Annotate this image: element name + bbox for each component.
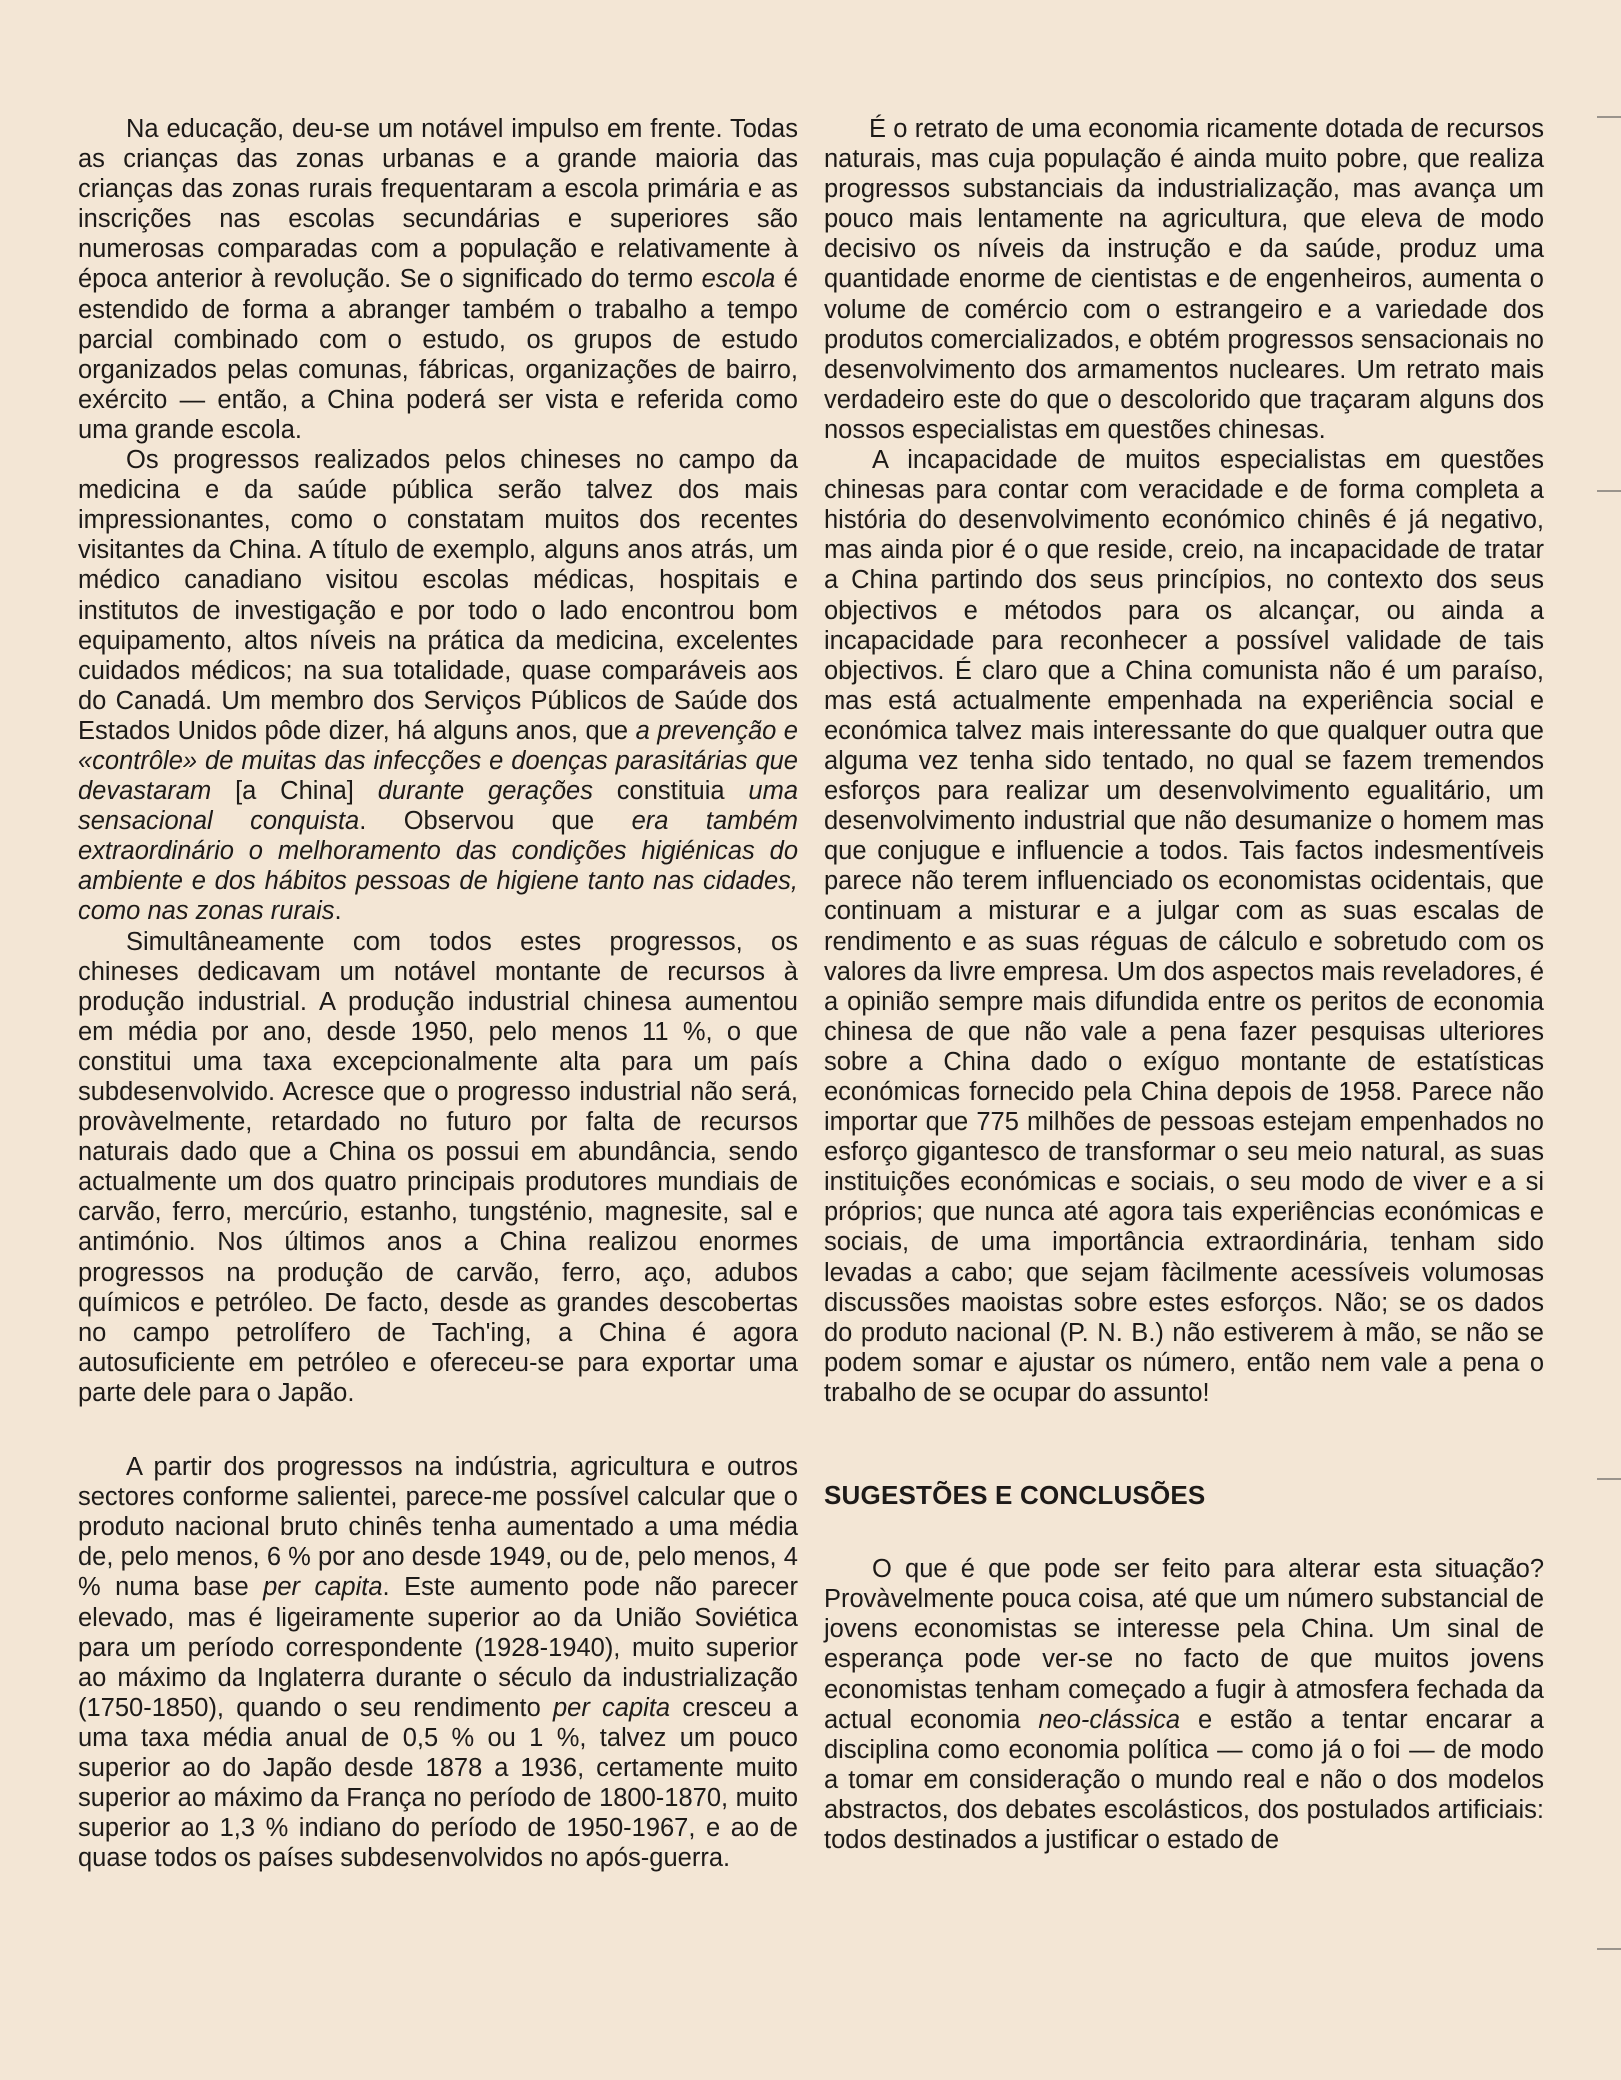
page-edge-mark	[1597, 1478, 1621, 1480]
page-edge-mark	[1597, 1948, 1621, 1950]
paragraph-portrait: É o retrato de uma economia ricamente dotada de recursos naturais, mas cuja população é ainda muito pobre, que realiza progressos substanciais da industrialização, mas avança um pouco mais lentamente na agricultura, que eleva de modo decisivo os níveis da instrução e da saúde, produz uma quantidade enorme de cientistas e de engenheiros, aumenta o volume de comércio com o estrangeiro e a variedade dos produtos comercializados, e obtém progressos sensacionais no desenvolvimento dos armamentos nucleares. Um retrato mais verdadeiro este do que o descolorido que traçaram alguns dos nossos especialistas em questões chinesas.	[824, 115, 1544, 444]
paragraph-suggestions: O que é que pode ser feito para alterar esta situação? Provàvelmente pouca coisa, até que um número substancial de jovens economistas se interesse pela China. Um sinal de esperança pode ver-se no facto de que muitos jovens economistas tenham começado a fugir à atmosfera fechada da actual economia neo-clássica e estão a tentar encarar a disciplina como economia política — como já o foi — de modo a tomar em consideração o mundo real e não o dos modelos abstractos, dos debates escolásticos, dos postulados artificiais: todos destinados a justificar o estado de	[824, 1555, 1544, 1854]
section-heading: SUGESTÕES E CONCLUSÕES	[824, 1480, 1206, 1511]
paragraph-health: Os progressos realizados pelos chineses no campo da medicina e da saúde pública serão talvez dos mais impressionantes, como o constatam muitos dos recentes visitantes da China. A título de exemplo, alguns anos atrás, um médico canadiano visitou escolas médicas, hospitais e institutos de investigação e por todo o lado encontrou bom equipamento, altos níveis na prática da medicina, excelentes cuidados médicos; na sua totalidade, quase comparáveis aos do Canadá. Um membro dos Serviços Públicos de Saúde dos Estados Unidos pôde dizer, há alguns anos, que a prevenção e «contrôle» de muitas das infecções e doenças parasitárias que devastaram [a China] durante gerações constituia uma sensacional conquista. Observou que era também extraordinário o melhoramento das condições higiénicas do ambiente e dos hábitos pessoas de higiene tanto nas cidades, como nas zonas rurais.	[78, 446, 798, 926]
right-column	[824, 114, 1544, 1855]
page-edge-mark	[1597, 490, 1621, 492]
page-edge-mark	[1597, 116, 1621, 118]
paragraph-industry: Simultâneamente com todos estes progressos, os chineses dedicavam um notável montante de recursos à produção industrial. A produção industrial chinesa aumentou em média por ano, desde 1950, pelo menos 11 %, o que constitui uma taxa excepcionalmente alta para um país subdesenvolvido. Acresce que o progresso industrial não será, provàvelmente, retardado no futuro por falta de recursos naturais dado que a China os possui em abundância, sendo actualmente um dos quatro principais produtores mundiais de carvão, ferro, mercúrio, estanho, tungsténio, magnesite, sal e antimónio. Nos últimos anos a China realizou enormes progressos na produção de carvão, ferro, aço, adubos químicos e petróleo. De facto, desde as grandes descobertas no campo petrolífero de Tach'ing, a China é agora autosuficiente em petróleo e ofereceu-se para exportar uma parte dele para o Japão.	[78, 927, 798, 1407]
paragraph-gnp: A partir dos progressos na indústria, agricultura e outros sectores conforme salientei, parece-me possível calcular que o produto nacional bruto chinês tenha aumentado a uma média de, pelo menos, 6 % por ano desde 1949, ou de, pelo menos, 4 % numa base per capita. Este aumento pode não parecer elevado, mas é ligeiramente superior ao da União Soviética para um período correspondente (1928-1940), muito superior ao máximo da Inglaterra durante o século da industrialização (1750-1850), quando o seu rendimento per capita cresceu a uma taxa média anual de 0,5 % ou 1 %, talvez um pouco superior ao do Japão desde 1878 a 1936, certamente muito superior ao máximo da França no período de 1800-1870, muito superior ao 1,3 % indiano do período de 1950-1967, e ao de quase todos os países subdesenvolvidos no após-guerra.	[78, 1453, 798, 1873]
paragraph-incapacity: A incapacidade de muitos especialistas em questões chinesas para contar com veracidade e de forma completa a história do desenvolvimento económico chinês é já negativo, mas ainda pior é o que reside, creio, na incapacidade de tratar a China partindo dos seus princípios, no contexto dos seus objectivos e métodos para os alcançar, ou ainda a incapacidade para reconhecer a possível validade de tais objectivos. É claro que a China comunista não é um paraíso, mas está actualmente empenhada na experiência social e económica talvez mais interessante do que qualquer outra que alguma vez tenha sido tentado, no qual se fazem tremendos esforços para realizar um desenvolvimento egualitário, um desenvolvimento industrial que não desumanize o homem mas que conjugue e influencie a todos. Tais factos indesmentíveis parece não terem influenciado os economistas ocidentais, que continuam a misturar e a julgar com as suas escalas de rendimento e as suas réguas de cálculo e sobretudo com os valores da livre empresa. Um dos aspectos mais reveladores, é a opinião sempre mais difundida entre os peritos de economia chinesa de que não vale a pena fazer pesquisas ulteriores sobre a China dado o exíguo montante de estatísticas económicas fornecido pela China depois de 1958. Parece não importar que 775 milhões de pessoas estejam empenhados no esforço gigantesco de transformar o seu meio natural, as suas instituições económicas e sociais, o seu modo de viver e a si próprios; que nunca até agora tais experiências económicas e sociais, de uma importância extraordinária, tenham sido levadas a cabo; que sejam fàcilmente acessíveis volumosas discussões maoistas sobre estes esforços. Não; se os dados do produto nacional (P. N. B.) não estiverem à mão, se não se podem somar e ajustar os número, então nem vale a pena o trabalho de se ocupar do assunto!	[824, 446, 1544, 1407]
paragraph-education: Na educação, deu-se um notável impulso em frente. Todas as crianças das zonas urbanas e a grande maioria das crianças das zonas rurais frequentaram a escola primária e as inscrições nas escolas secundárias e superiores são numerosas comparadas com a população e relativamente à época anterior à revolução. Se o significado do termo escola é estendido de forma a abranger também o trabalho a tempo parcial combinado com o estudo, os grupos de estudo organizados pelas comunas, fábricas, organizações de bairro, exército — então, a China poderá ser vista e referida como uma grande escola.	[78, 115, 798, 444]
left-column	[78, 114, 798, 1873]
